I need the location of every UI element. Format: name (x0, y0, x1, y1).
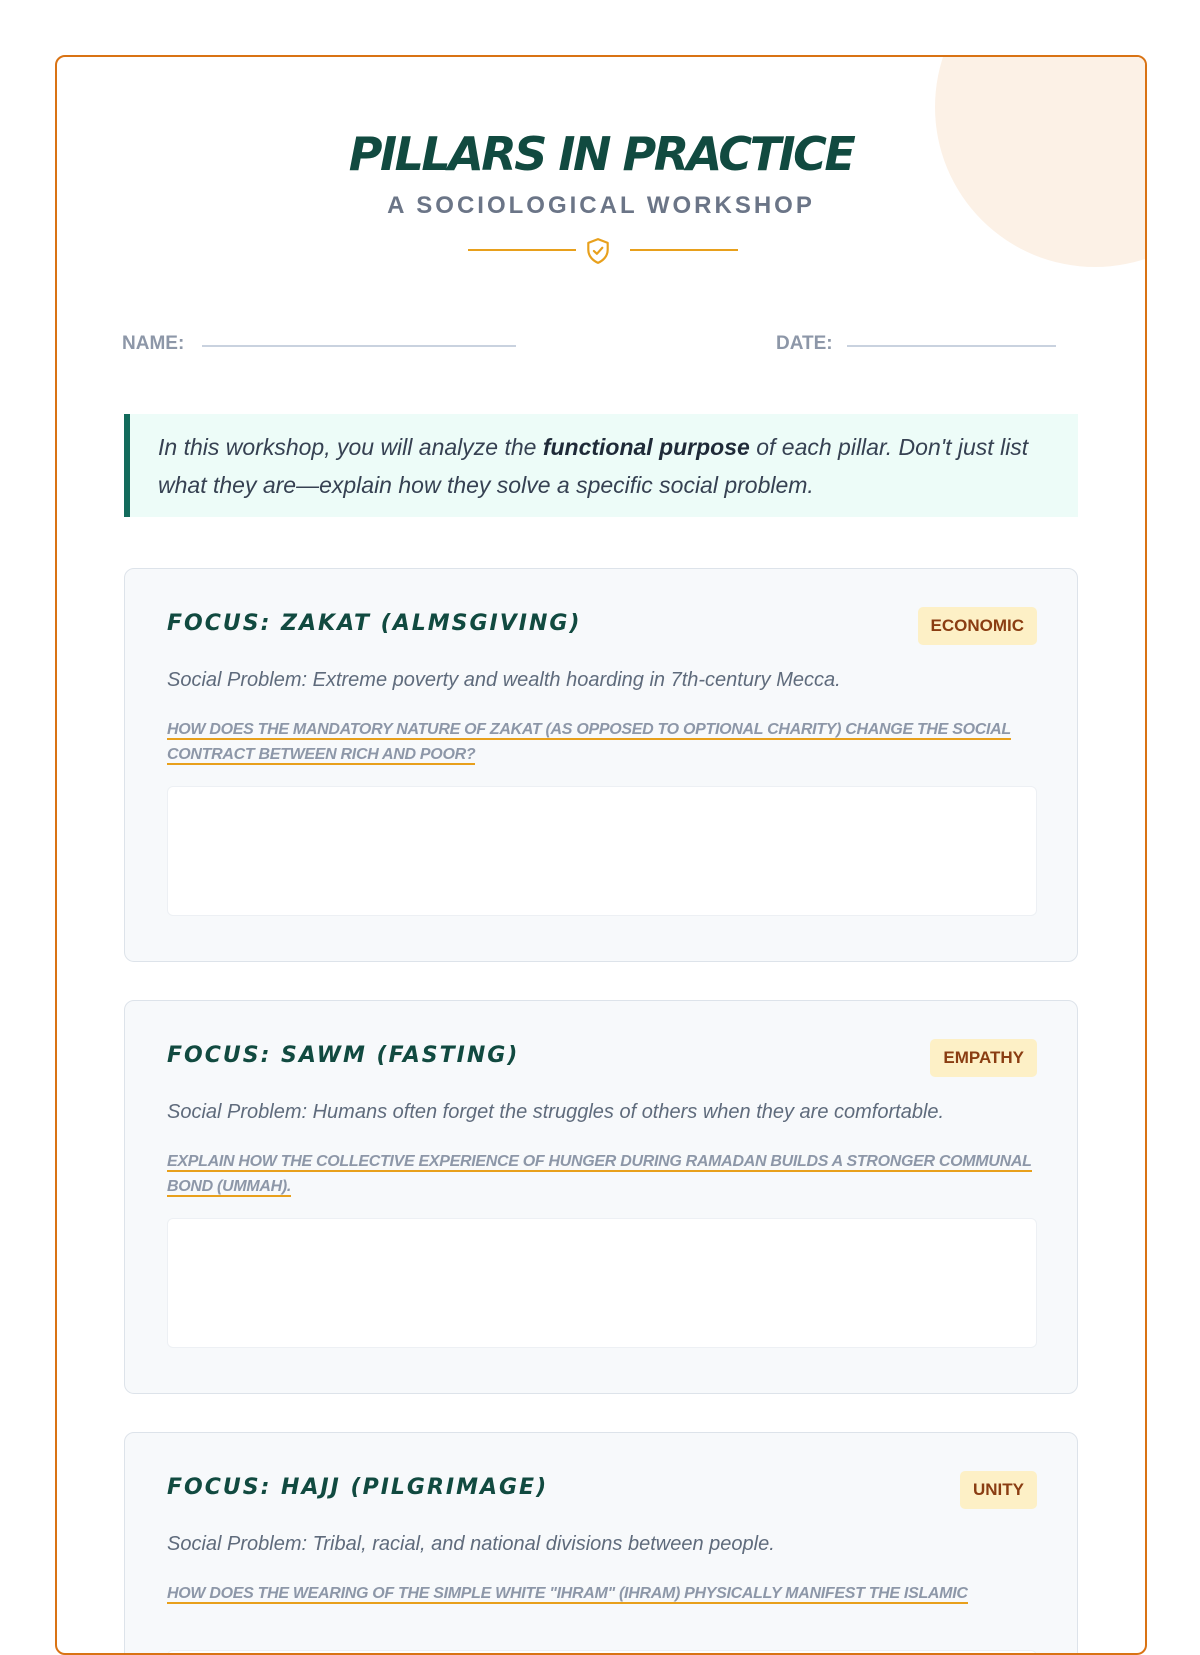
intro-emphasis: functional purpose (542, 434, 750, 460)
divider-line-left (468, 249, 576, 251)
date-label: DATE: (776, 333, 833, 354)
section-badge: UNITY (960, 1471, 1037, 1509)
divider-line-right (630, 249, 738, 251)
section-question (167, 1581, 1037, 1606)
intro-text-after: of each pillar. Don't just list what they are—explain how they solve a specific social problem. (158, 434, 1029, 498)
section-zakat (124, 568, 1078, 962)
question-text: HOW DOES THE MANDATORY NATURE OF ZAKAT (AS OPPOSED TO OPTIONAL CHARITY) CHANGE THE SOCIAL CONTRACT BETWEEN RICH AND POOR? (167, 721, 1011, 763)
worksheet-card (55, 55, 1147, 1655)
section-question (167, 717, 1037, 767)
question-text: HOW DOES THE WEARING OF THE SIMPLE WHITE "IHRAM" (IHRAM) PHYSICALLY MANIFEST THE ISLAMIC (167, 1585, 968, 1602)
section-badge: ECONOMIC (918, 607, 1038, 645)
page-subtitle: A SOCIOLOGICAL WORKSHOP (387, 192, 815, 219)
name-label: NAME: (122, 333, 185, 354)
social-problem: Social Problem: Humans often forget the struggles of others when they are comfortable. (167, 1101, 945, 1123)
answer-box[interactable] (167, 1218, 1037, 1348)
social-problem: Social Problem: Extreme poverty and wealth hoarding in 7th-century Mecca. (167, 669, 841, 691)
section-question (167, 1149, 1037, 1199)
section-title: FOCUS: ZAKAT (ALMSGIVING) (167, 611, 582, 636)
answer-box[interactable] (167, 1650, 1037, 1655)
answer-box[interactable] (167, 786, 1037, 916)
question-text: EXPLAIN HOW THE COLLECTIVE EXPERIENCE OF HUNGER DURING RAMADAN BUILDS A STRONGER COMMUNAL BOND (UMMAH). (167, 1153, 1032, 1195)
date-field[interactable] (847, 345, 1056, 347)
shield-check-icon (585, 237, 611, 265)
section-title: FOCUS: HAJJ (PILGRIMAGE) (167, 1475, 549, 1500)
name-field[interactable] (202, 345, 516, 347)
social-problem: Social Problem: Tribal, racial, and national divisions between people. (167, 1533, 775, 1555)
section-badge: EMPATHY (930, 1039, 1037, 1077)
section-sawm (124, 1000, 1078, 1394)
section-title: FOCUS: SAWM (FASTING) (167, 1043, 520, 1068)
page-title: PILLARS IN PRACTICE (348, 127, 854, 181)
title-divider (57, 235, 1145, 265)
intro-callout (124, 414, 1078, 517)
intro-text-before: In this workshop, you will analyze the (158, 434, 543, 460)
section-hajj (124, 1432, 1078, 1655)
